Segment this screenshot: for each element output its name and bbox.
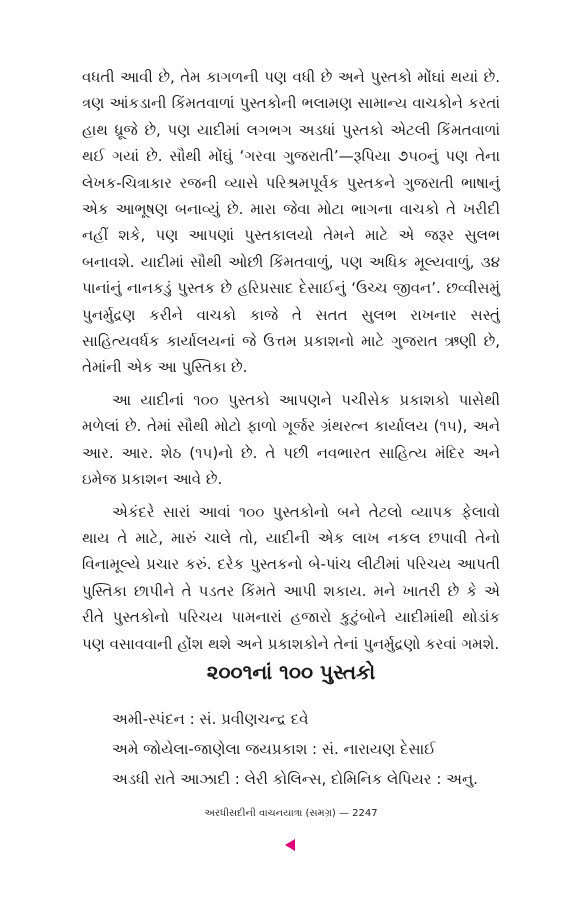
paragraph-1: વધતી આવી છે, તેમ કાગળની પણ વધી છે અને પુસ્તકો મોંઘાં થયાં છે. ત્રણ આંકડાની કિંમતવાળાં પુસ્તકોની ભલામણ સામાન્ય વાચકોને કરતાં હાથ ધ્રૂજે છે, પણ યાદીમાં લગભગ અડધાં પુસ્તકો એટલી કિંમતવાળાં થઈ ગયાં છે. સૌથી મોંઘું ‘ગરવા ગુજરાતી’—રૂપિયા ૭૫૦નું પણ તેના લેખક-ચિત્રાકાર રજની વ્યાસે પરિશ્રમપૂર્વક પુસ્તકને ગુજરાતી ભાષાનું એક આભૂષણ બનાવ્યું છે. મારા જેવા મોટા ભાગના વાચકો તે ખરીદી નહીં શકે, પણ આપણાં પુસ્તકાલયો તેમને માટે એ જરૂર સુલભ બનાવશે. યાદીમાં સૌથી ઓછી કિંમતવાળું, પણ અધિક મૂલ્યવાળું, ૩૪ પાનાંનું નાનકડું પુસ્તક છે હરિપ્રસાદ દેસાઈનું ‘ઉચ્ચ જીવન’. છવ્વીસમું પુનર્મુદ્રણ કરીને વાચકો કાજે તે સતત સુલભ રાખનાર સસ્તું સાહિત્યવર્ધક કાર્યાલયનાં જે ઉત્તમ પ્રકાશનો માટે ગુજરાત ઋણી છે, તેમાંની એક આ પુસ્તિકા છે. [82,68,500,377]
body-text [82,64,500,663]
list-item: અમી-સ્પંદન : સં. પ્રવીણચન્દ્ર દવે [112,710,309,728]
list-item: અડધી રાતે આઝાદી : લેરી કોલિન્સ, દોમિનિક લેપિયર : અનુ. [112,770,478,788]
paragraph-3: એકંદરે સારાં આવાં ૧૦૦ પુસ્તકોનો બને તેટલો વ્યાપક ફેલાવો થાય તે માટે, મારું ચાલે તો, યાદીની એક લાખ નકલ છપાવી તેનો વિનામૂલ્યે પ્રચાર કરું. દરેક પુસ્તકનો બે-પાંચ લીટીમાં પરિચય આપતી પુસ્તિકા છાપીને તે પડતર કિંમતે આપી શકાય. મને ખાતરી છે કે એ રીતે પુસ્તકોનો પરિચય પામનારાં હજારો કુટુંબોને યાદીમાંથી થોડાંક પણ વસાવવાની હોંશ થશે અને પ્રકાશકોને તેનાં પુનર્મુદ્રણો કરવાં ગમશે. [82,502,500,653]
book-list [112,704,512,794]
section-heading: ૨૦૦૧નાં ૧૦૦ પુસ્તકો [206,660,376,684]
paragraph-2: આ યાદીનાં ૧૦૦ પુસ્તકો આપણને પચીસેક પ્રકાશકો પાસેથી મળેલાં છે. તેમાં સૌથી મોટો ફાળો ગૂર્જર ગ્રંથરત્ન કાર્યાલય (૧૫), અને આર. આર. શેઠ (૧૫)નો છે. તે પછી નવભારત સાહિત્ય મંદિર અને ઇમેજ પ્રકાશન આવે છે. [82,390,500,489]
list-item: અમે જોયેલા-જાણેલા જયપ્રકાશ : સં. નારાયણ દેસાઈ [112,740,436,758]
previous-page-arrow-icon[interactable] [285,839,295,851]
page-footer: અરધીસદીની વાચનયાત્રા (સમગ્ર) — 2247 [204,808,378,819]
